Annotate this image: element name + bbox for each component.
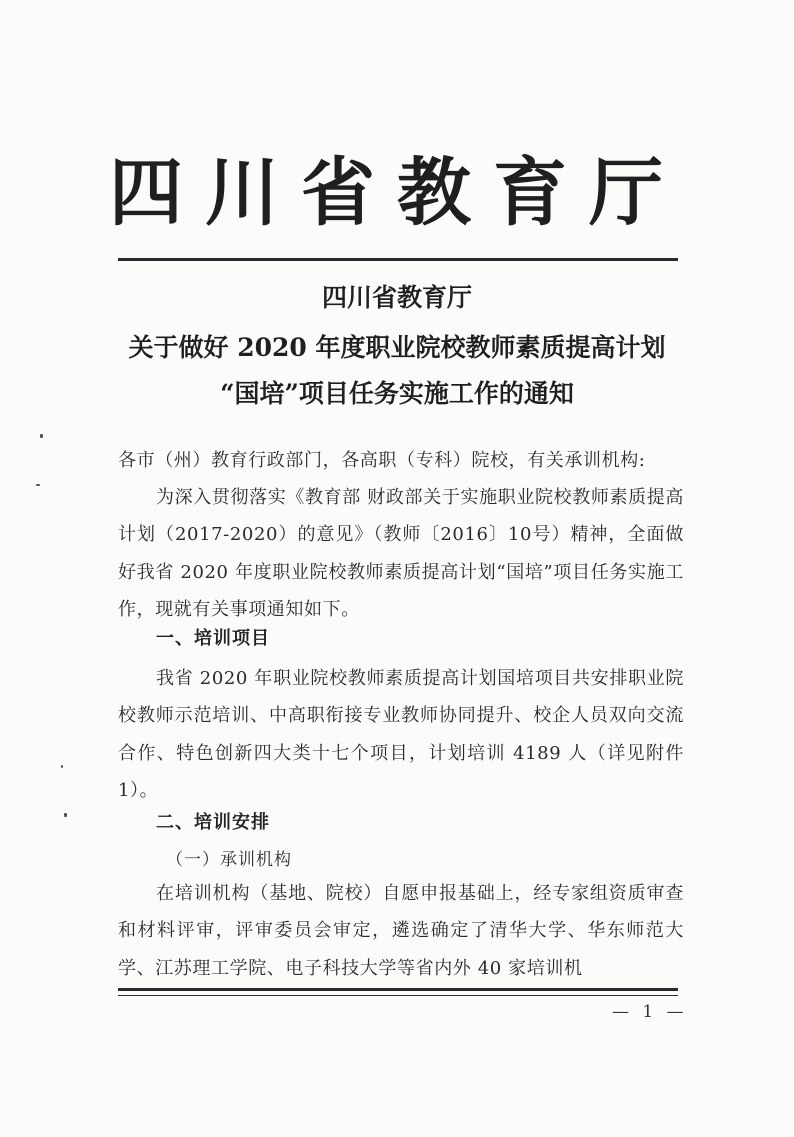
scan-speck [61, 765, 63, 768]
section-2-heading: 二、培训安排 [156, 812, 270, 833]
notice-title-line-3: “国培”项目任务实施工作的通知 [220, 379, 574, 408]
section-1-heading: 一、培训项目 [156, 628, 270, 649]
intro-paragraph: 为深入贯彻落实《教育部 财政部关于实施职业院校教师素质提高计划（2017-2020）的意见》（教师〔2016〕10号）精神，全面做好我省 2020 年度职业院校教师素质提高计划“国培”项目任务实施工作，现就有关事项通知如下。 [118, 487, 684, 620]
scan-speck [40, 434, 43, 438]
subsection-1-paragraph: 在培训机构（基地、院校）自愿申报基础上，经专家组资质审查和材料评审，评审委员会审定，遴选确定了清华大学、华东师范大学、江苏理工学院、电子科技大学等省内外 40 家培训机 [118, 883, 684, 979]
scan-speck [36, 484, 40, 486]
letterhead-title: 四川省教育厅 [109, 150, 685, 236]
subsection-1-heading: （一）承训机构 [166, 850, 292, 870]
footer-divider [118, 988, 678, 991]
notice-title-line-2: 关于做好 2020 年度职业院校教师素质提高计划 [128, 333, 666, 362]
footer-divider-thin [118, 995, 678, 996]
section-1-paragraph: 我省 2020 年职业院校教师素质提高计划国培项目共安排职业院校教师示范培训、中高职衔接专业教师协同提升、校企人员双向交流合作、特色创新四大类十七个项目，计划培训 4189 人（详见附件 1）。 [118, 668, 684, 801]
page-number: — 1 — [612, 1002, 688, 1022]
notice-title-line-1: 四川省教育厅 [321, 283, 472, 312]
scan-speck [64, 813, 67, 817]
letterhead-divider [118, 258, 678, 261]
addressee: 各市（州）教育行政部门，各高职（专科）院校，有关承训机构: [118, 450, 646, 471]
